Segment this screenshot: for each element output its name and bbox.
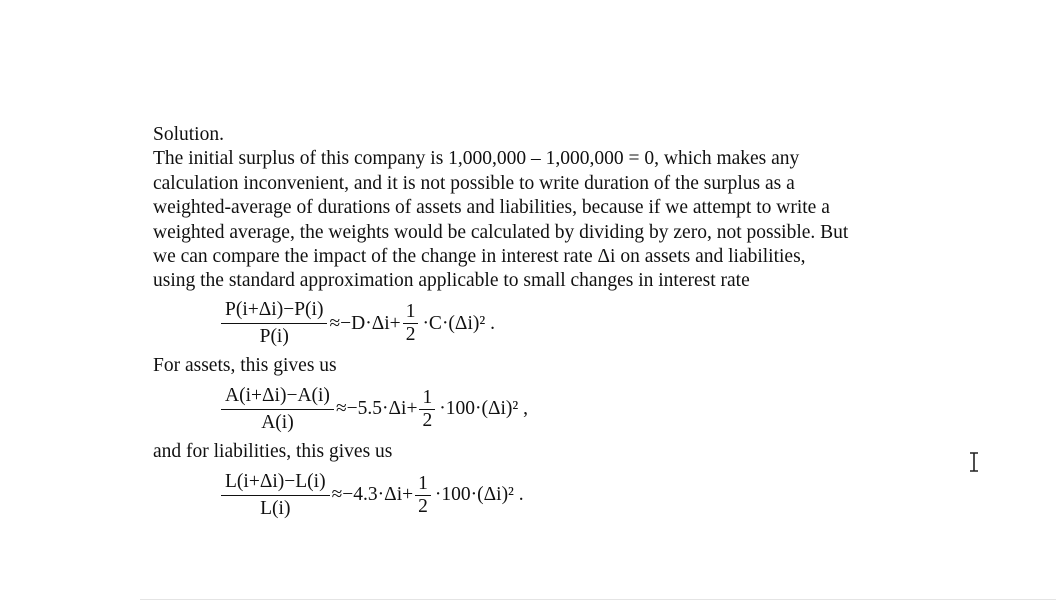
eq2-numerator: A(i+Δi)−A(i): [221, 384, 334, 410]
eq2-rhs-before: ≈−5.5·Δi+: [335, 398, 418, 420]
equation-liabilities: [221, 465, 933, 527]
eq1-rhs-before: ≈−D·Δi+: [329, 312, 401, 334]
heading-solution: Solution.: [153, 124, 224, 145]
eq1-half-fraction: [403, 301, 419, 346]
eq1-denominator: P(i): [259, 326, 289, 348]
page-bottom-divider: [140, 599, 1056, 600]
eq3-numerator: L(i+Δi)−L(i): [221, 470, 330, 496]
eq2-half-denominator: 2: [422, 409, 433, 431]
eq2-half-fraction: [419, 387, 435, 432]
eq1-fraction: [221, 298, 327, 349]
eq3-half-denominator: 2: [418, 496, 428, 518]
eq3-denominator: L(i): [260, 498, 291, 520]
eq3-rhs-after: ·100·(Δi)² .: [434, 484, 524, 506]
eq2-denominator: A(i): [261, 411, 294, 433]
paragraph-line: calculation inconvenient, and it is not possible to write duration of the surplus as a: [153, 172, 795, 194]
eq1-half-denominator: 2: [405, 324, 416, 346]
paragraph-line: weighted-average of durations of assets and liabilities, because if we attempt to write a: [153, 197, 830, 219]
paragraph-line: The initial surplus of this company is 1,000,000 – 1,000,000 = 0, which makes any: [153, 148, 800, 170]
liabilities-intro: and for liabilities, this gives us: [153, 441, 393, 463]
paragraph-line: we can compare the impact of the change in interest rate Δi on assets and liabilities,: [153, 246, 806, 268]
paragraph-line: using the standard approximation applicable to small changes in interest rate: [153, 270, 750, 292]
eq2-rhs-after: ·100·(Δi)² ,: [439, 398, 528, 420]
eq3-half-fraction: [415, 473, 431, 518]
intro-paragraph: [153, 147, 933, 293]
document-body: [153, 123, 933, 527]
eq1-numerator: P(i+Δi)−P(i): [221, 298, 327, 324]
paragraph-line: weighted average, the weights would be calculated by dividing by zero, not possible. But: [153, 221, 849, 243]
eq1-rhs-after: ·C·(Δi)² .: [422, 312, 495, 334]
eq2-fraction: [221, 384, 334, 435]
eq3-fraction: [221, 470, 330, 521]
text-cursor-icon: [968, 452, 980, 472]
equation-assets: [221, 378, 933, 440]
equation-general-approximation: [221, 294, 933, 354]
eq1-half-numerator: 1: [403, 301, 419, 324]
eq3-rhs-before: ≈−4.3·Δi+: [331, 484, 414, 506]
eq2-half-numerator: 1: [419, 387, 435, 410]
eq3-half-numerator: 1: [415, 473, 431, 496]
assets-intro: For assets, this gives us: [153, 354, 337, 376]
